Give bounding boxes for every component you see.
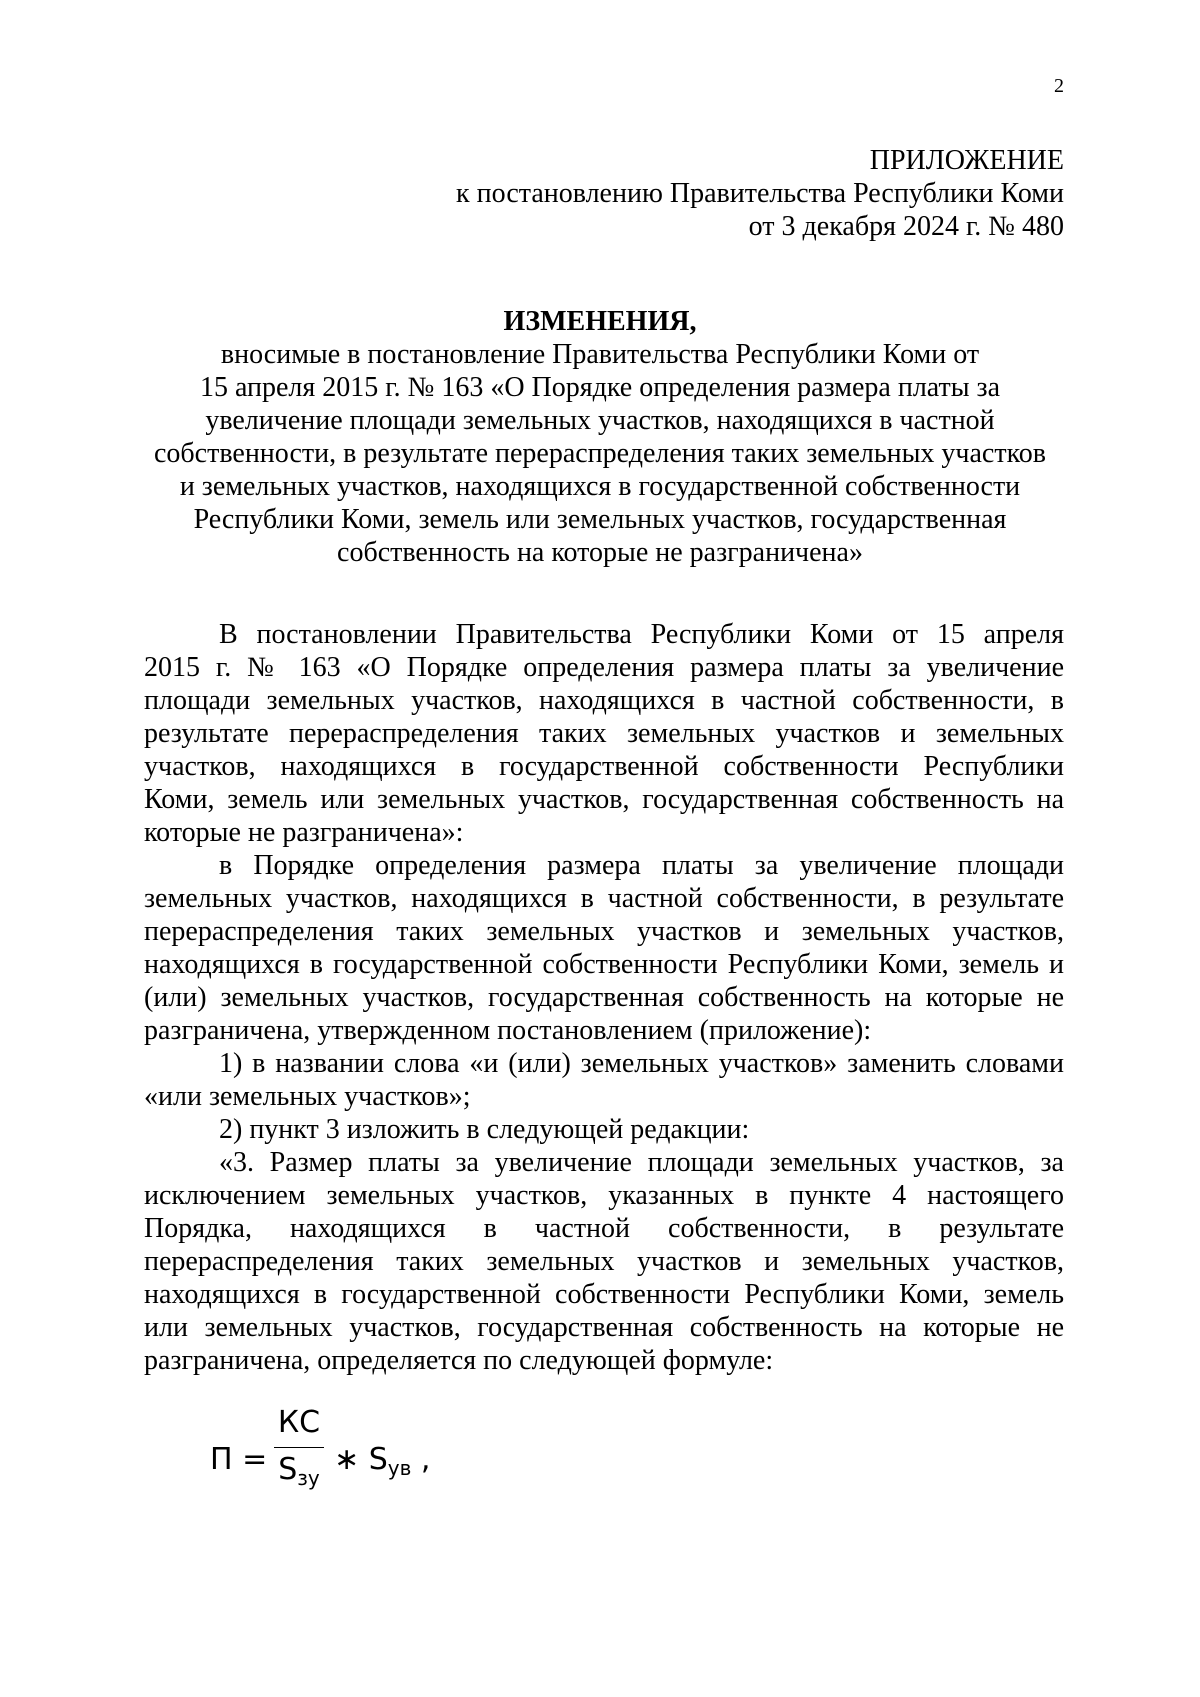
formula-denominator bbox=[274, 1452, 324, 1496]
body-line: 2015 г. № 163 «О Порядке определения размера платы за увеличение bbox=[144, 652, 1064, 683]
title-line: собственность на которые не разграничена» bbox=[337, 537, 863, 568]
formula-numerator: КС bbox=[277, 1405, 321, 1440]
document-title bbox=[130, 305, 1070, 569]
body-line: «или земельных участков»; bbox=[144, 1081, 471, 1112]
denominator-subscript: зу bbox=[297, 1466, 320, 1490]
body-line: земельных участков, находящихся в частной собственности, в результате bbox=[144, 883, 1064, 914]
attachment-header bbox=[264, 144, 1064, 243]
body-line: разграничена, утвержденном постановлением (приложение): bbox=[144, 1015, 872, 1046]
body-line: участков, находящихся в государственной собственности Республики bbox=[144, 751, 1064, 782]
formula-lhs: П = bbox=[210, 1442, 268, 1477]
body-line: которые не разграничена»: bbox=[144, 817, 464, 848]
body-line: площади земельных участков, находящихся в частной собственности, в bbox=[144, 685, 1064, 716]
rhs-base: S bbox=[368, 1442, 388, 1477]
body-line: находящихся в государственной собственности Республики Коми, земель и bbox=[144, 949, 1064, 980]
attachment-label: ПРИЛОЖЕНИЕ bbox=[869, 145, 1064, 176]
formula-fraction bbox=[274, 1405, 324, 1496]
title-line: и земельных участков, находящихся в государственной собственности bbox=[179, 471, 1021, 502]
body-line: или земельных участков, государственная собственность на которые не bbox=[144, 1312, 1064, 1343]
title-line: 15 апреля 2015 г. № 163 «О Порядке определения размера платы за bbox=[199, 372, 1001, 403]
denominator-base: S bbox=[278, 1452, 298, 1487]
formula-trailing: , bbox=[411, 1442, 431, 1477]
body-line: в Порядке определения размера платы за увеличение площади bbox=[219, 850, 1064, 881]
body-line: результате перераспределения таких земельных участков и земельных bbox=[144, 718, 1064, 749]
body-line: 2) пункт 3 изложить в следующей редакции: bbox=[219, 1114, 750, 1145]
title-line: Республики Коми, земель или земельных участков, государственная bbox=[193, 504, 1007, 535]
body-line: находящихся в государственной собственности Республики Коми, земель bbox=[144, 1279, 1064, 1310]
body-line: исключением земельных участков, указанных в пункте 4 настоящего bbox=[144, 1180, 1064, 1211]
formula-rhs bbox=[334, 1442, 430, 1486]
body-line: Порядка, находящихся в частной собственности, в результате bbox=[144, 1213, 1064, 1244]
body-line: Коми, земель или земельных участков, государственная собственность на bbox=[144, 784, 1064, 815]
attachment-reference: к постановлению Правительства Республики Коми bbox=[456, 178, 1064, 209]
title-line: увеличение площади земельных участков, находящихся в частной bbox=[205, 405, 995, 436]
body-line: «3. Размер платы за увеличение площади земельных участков, за bbox=[219, 1147, 1064, 1178]
title-line: вносимые в постановление Правительства Республики Коми от bbox=[220, 339, 980, 370]
body-line: перераспределения таких земельных участков и земельных участков, bbox=[144, 916, 1064, 947]
body-line: В постановлении Правительства Республики Коми от 15 апреля bbox=[219, 619, 1064, 650]
multiply-operator: ∗ bbox=[334, 1442, 360, 1477]
page-number: 2 bbox=[1054, 75, 1064, 97]
title-heading: ИЗМЕНЕНИЯ, bbox=[503, 306, 697, 337]
payment-formula bbox=[210, 1405, 610, 1515]
body-line: 1) в названии слова «и (или) земельных участков» заменить словами bbox=[219, 1048, 1064, 1079]
rhs-subscript: ув bbox=[387, 1456, 412, 1480]
body-line: (или) земельных участков, государственная собственность на которые не bbox=[144, 982, 1064, 1013]
attachment-date-number: от 3 декабря 2024 г. № 480 bbox=[748, 211, 1064, 242]
body-line: перераспределения таких земельных участков и земельных участков, bbox=[144, 1246, 1064, 1277]
document-body bbox=[144, 618, 1064, 1377]
title-line: собственности, в результате перераспределения таких земельных участков bbox=[154, 438, 1046, 469]
fraction-bar bbox=[274, 1447, 324, 1448]
body-line: разграничена, определяется по следующей формуле: bbox=[144, 1345, 774, 1376]
